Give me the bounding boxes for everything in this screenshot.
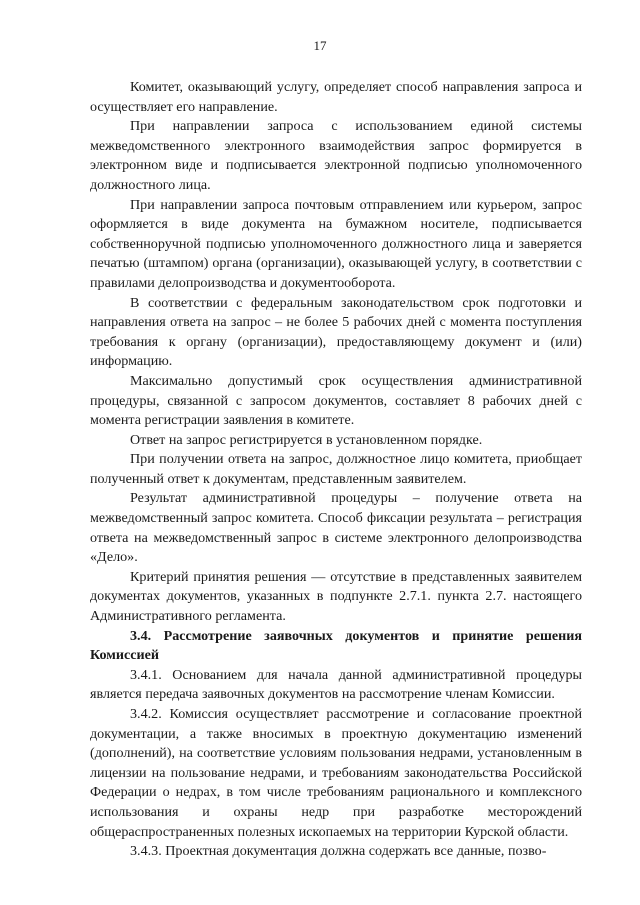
section-heading: 3.4. Рассмотрение заявочных документов и принятие решения Комиссией — [90, 627, 582, 664]
paragraph-procedure-result: Результат административной процедуры – получение ответа на межведомственный запрос комитета. Способ фиксации результата – регистрация ответа на межведомственный запрос в системе электронного делопроизводства «Дело». — [90, 490, 582, 566]
paragraph-3-4-2: 3.4.2. Комиссия осуществляет рассмотрение и согласование проектной документации, а также вносимых в проектную документацию изменений (дополнений), на соответствие условиям пользования недрами, установленным в лицензии на пользование недрами, и требованиям законодательства Российской Федерации о недрах, в том числе требованиям рационального и комплексного использования и охраны недр при разработке месторождений общераспространенных полезных ископаемых на территории Курской области. — [90, 706, 582, 840]
paragraph-max-duration: Максимально допустимый срок осуществления административной процедуры, связанной с запросом документов, составляет 8 рабочих дней с момента регистрации заявления в комитете. — [90, 372, 582, 429]
paragraph-response-registration: Ответ на запрос регистрируется в установленном порядке. — [130, 431, 483, 448]
page-content — [90, 78, 582, 862]
paragraph-response-deadline: В соответствии с федеральным законодательством срок подготовки и направления ответа на запрос – не более 5 рабочих дней с момента поступления требования к органу (организации), предоставляющему документ и (или) информацию. — [90, 294, 582, 370]
paragraph-electronic-request: При направлении запроса с использованием единой системы межведомственного электронного взаимодействия запрос формируется в электронном виде и подписывается электронной подписью уполномоченного должностного лица. — [90, 118, 582, 193]
paragraph-decision-criterion: Критерий принятия решения — отсутствие в представленных заявителем документах документов, указанных в подпункте 2.7.1. пункта 2.7. настоящего Административного регламента. — [90, 568, 582, 625]
paragraph-response-attachment: При получении ответа на запрос, должностное лицо комитета, приобщает полученный ответ к документам, представленным заявителем. — [90, 451, 582, 487]
paragraph-3-4-1: 3.4.1. Основанием для начала данной административной процедуры является передача заявочных документов на рассмотрение членам Комиссии. — [90, 666, 582, 703]
page-number: 17 — [313, 38, 327, 53]
paragraph-postal-request: При направлении запроса почтовым отправлением или курьером, запрос оформляется в виде документа на бумажном носителе, подписывается собственноручной подписью уполномоченного должностного лица и заверяется печатью (штампом) органа (организации), оказывающей услугу, в соответствии с правилами делопроизводства и документооборота. — [90, 196, 582, 291]
paragraph-request-direction: Комитет, оказывающий услугу, определяет способ направления запроса и осуществляет его направление. — [90, 79, 582, 115]
paragraph-3-4-3: 3.4.3. Проектная документация должна содержать все данные, позво- — [130, 843, 547, 860]
